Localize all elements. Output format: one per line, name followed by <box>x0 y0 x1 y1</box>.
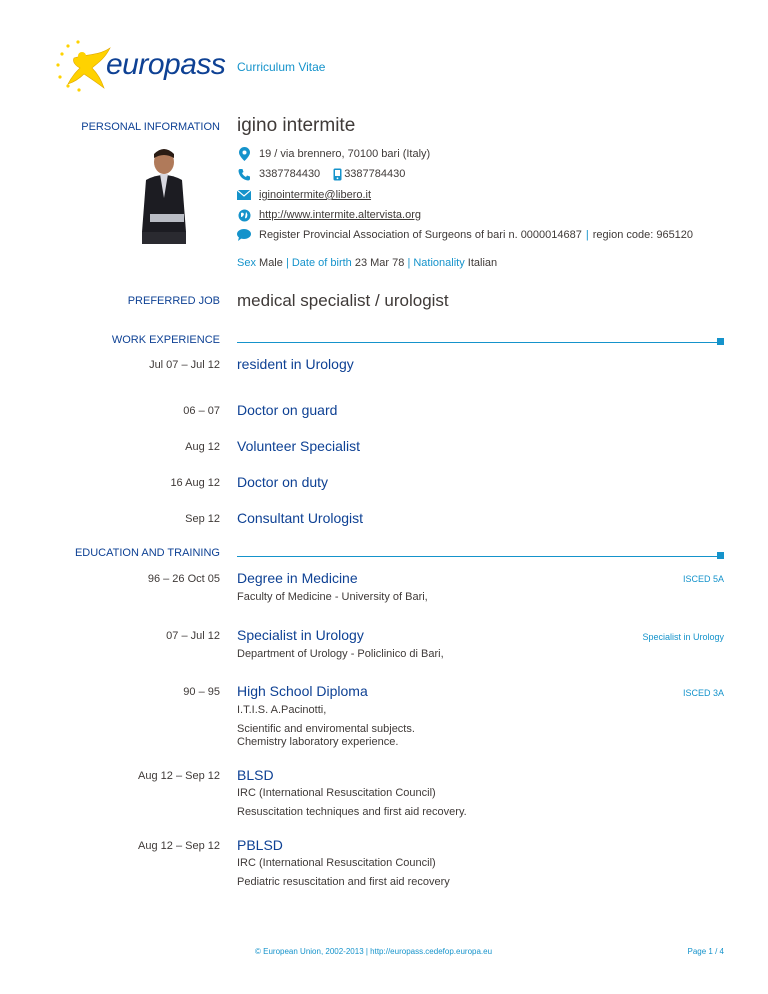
footer-page-number: Page 1 / 4 <box>687 947 724 956</box>
work-date: Aug 12 <box>185 441 220 453</box>
education-date: 07 – Jul 12 <box>166 630 220 642</box>
section-divider <box>237 342 717 343</box>
address-row <box>237 147 430 161</box>
nationality-label: Nationality <box>413 257 465 269</box>
education-organisation: I.T.I.S. A.Pacinotti, <box>237 704 327 716</box>
section-label-education: EDUCATION AND TRAINING <box>74 547 220 559</box>
phone-text[interactable]: 3387784430 <box>259 168 321 180</box>
email-envelope-icon <box>237 188 251 202</box>
registration-separator: | <box>585 229 589 241</box>
work-date: 06 – 07 <box>183 405 220 417</box>
website-row <box>237 208 421 222</box>
email-link[interactable]: iginointermite@libero.it <box>259 189 372 201</box>
section-divider-marker <box>717 552 724 559</box>
phone-icon <box>237 167 251 181</box>
section-label-preferred-job: PREFERRED JOB <box>127 295 220 307</box>
education-title: Degree in Medicine <box>237 570 358 586</box>
separator: | <box>285 257 289 269</box>
globe-icon <box>237 208 251 222</box>
nationality-value: Italian <box>467 257 498 269</box>
chat-bubble-icon <box>237 228 251 242</box>
education-level: ISCED 5A <box>682 574 724 584</box>
dob-value: 23 Mar 78 <box>354 257 405 269</box>
document-title: Curriculum Vitae <box>237 60 326 74</box>
education-level: Specialist in Urology <box>642 632 724 642</box>
europass-logo <box>52 38 226 94</box>
profile-photo <box>132 140 196 246</box>
logo-wordmark: europass <box>106 48 226 81</box>
region-code-text: region code: 965120 <box>592 229 694 241</box>
education-description: Chemistry laboratory experience. <box>237 736 399 748</box>
preferred-job-value: medical specialist / urologist <box>237 291 449 310</box>
education-organisation: IRC (International Resuscitation Council) <box>237 787 436 799</box>
education-date: Aug 12 – Sep 12 <box>138 840 220 852</box>
education-title: PBLSD <box>237 837 283 853</box>
registration-row <box>237 228 693 242</box>
work-date: 16 Aug 12 <box>170 477 220 489</box>
location-pin-icon <box>237 147 251 161</box>
education-organisation: Department of Urology - Policlinico di Bari, <box>237 648 444 660</box>
education-date: 90 – 95 <box>183 686 220 698</box>
separator: | <box>407 257 411 269</box>
address-text: 19 / via brennero, 70100 bari (Italy) <box>259 148 431 160</box>
work-title: Doctor on guard <box>237 402 338 418</box>
work-title: resident in Urology <box>237 356 354 372</box>
mobile-phone-icon <box>332 167 342 181</box>
email-row <box>237 188 371 202</box>
phone-row <box>237 167 405 181</box>
education-title: Specialist in Urology <box>237 627 364 643</box>
education-description: Resuscitation techniques and first aid recovery. <box>237 806 467 818</box>
education-level: ISCED 3A <box>682 688 724 698</box>
website-link[interactable]: http://www.intermite.altervista.org <box>259 209 422 221</box>
sex-label: Sex <box>237 257 256 269</box>
section-label-personal: PERSONAL INFORMATION <box>81 121 220 133</box>
education-title: High School Diploma <box>237 683 368 699</box>
section-divider-marker <box>717 338 724 345</box>
education-title: BLSD <box>237 767 274 783</box>
education-organisation: Faculty of Medicine - University of Bari, <box>237 591 428 603</box>
work-title: Consultant Urologist <box>237 510 364 526</box>
sex-value: Male <box>259 257 283 269</box>
work-date: Jul 07 – Jul 12 <box>149 359 220 371</box>
section-divider <box>237 556 717 557</box>
education-description: Pediatric resuscitation and first aid recovery <box>237 876 450 888</box>
work-title: Doctor on duty <box>237 474 329 490</box>
education-description: Scientific and enviromental subjects. <box>237 723 415 735</box>
education-date: Aug 12 – Sep 12 <box>138 770 220 782</box>
education-date: 96 – 26 Oct 05 <box>147 573 220 585</box>
section-label-work-experience: WORK EXPERIENCE <box>111 334 220 346</box>
mobile-text[interactable]: 3387784430 <box>344 168 406 180</box>
footer-copyright: © European Union, 2002-2013 | http://europass.cedefop.europa.eu <box>255 947 493 956</box>
registration-text: Register Provincial Association of Surgeons of bari n. 0000014687 <box>259 229 582 241</box>
dob-label: Date of birth <box>291 257 352 269</box>
work-date: Sep 12 <box>185 513 220 525</box>
work-title: Volunteer Specialist <box>237 438 360 454</box>
personal-details-line <box>237 257 497 269</box>
education-organisation: IRC (International Resuscitation Council) <box>237 857 436 869</box>
person-name: igino intermite <box>237 115 356 136</box>
